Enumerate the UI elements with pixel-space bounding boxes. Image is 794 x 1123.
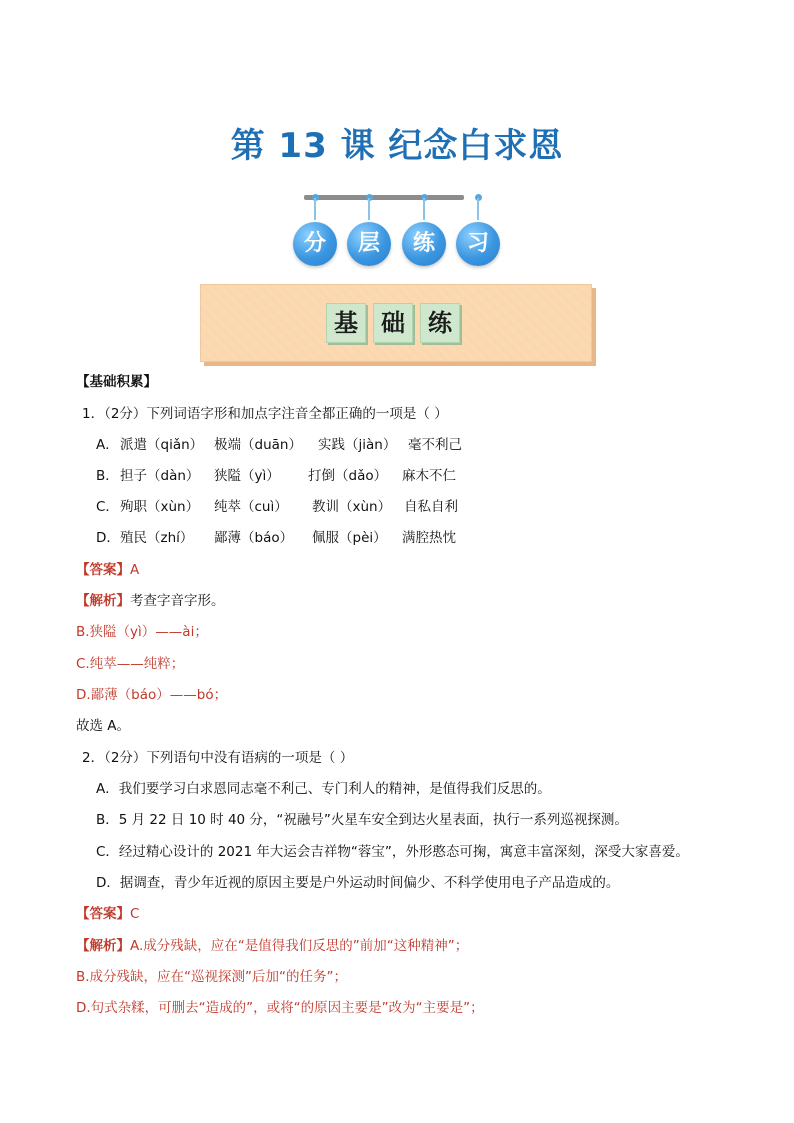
q2-option-c: C．经过精心设计的 2021 年大运会吉祥物“蓉宝”，外形憨态可掬，寓意丰富深刻，深受大家喜爱。	[96, 844, 689, 860]
banner-tile: 础	[373, 303, 413, 343]
q1-analysis	[76, 592, 794, 610]
bubble-char: 分	[293, 222, 337, 266]
option-item: 极端（duān）	[214, 437, 302, 453]
option-item: 自私自利	[404, 499, 458, 515]
bubble-char: 练	[402, 222, 446, 266]
q2-answer	[76, 905, 794, 923]
option-item: 佩服（pèi）	[312, 530, 387, 546]
option-item: 满腔热忱	[402, 530, 456, 546]
string	[423, 198, 425, 220]
option-item: 担子（dàn）	[120, 468, 200, 484]
option-item: 打倒（dǎo）	[308, 468, 388, 484]
string	[314, 198, 316, 220]
q1-answer	[76, 561, 794, 579]
string	[477, 198, 479, 220]
option-item: 麻木不仁	[402, 468, 456, 484]
analysis-text: 考查字音字形。	[130, 593, 225, 609]
banner-tile: 练	[420, 303, 460, 343]
section-label: 【基础积累】	[76, 374, 157, 390]
q2-option-a: A．我们要学习白求恩同志毫不利己、专门利人的精神，是值得我们反思的。	[96, 781, 551, 797]
q1-note: B.狭隘（yì）——ài；	[76, 624, 208, 640]
bubble-char: 层	[347, 222, 391, 266]
option-letter: A．	[96, 437, 119, 453]
option-letter: B．	[96, 468, 119, 484]
question-2-stem: 2．（2分）下列语句中没有语病的一项是（ ）	[82, 750, 354, 766]
analysis-label: 【解析】	[76, 593, 130, 609]
q2-note: D.句式杂糅，可删去“造成的”，或将“的原因主要是”改为“主要是”；	[76, 1000, 484, 1016]
answer-value: C	[130, 906, 140, 922]
option-item: 狭隘（yì）	[214, 468, 280, 484]
analysis-text: A.成分残缺，应在“是值得我们反思的”前加“这种精神”；	[130, 938, 469, 954]
answer-label: 【答案】	[76, 562, 130, 578]
question-1-stem: 1．（2分）下列词语字形和加点字注音全都正确的一项是（ ）	[82, 406, 448, 422]
option-letter: D．	[96, 530, 120, 546]
q2-analysis	[76, 937, 794, 955]
option-item: 殖民（zhí）	[120, 530, 194, 546]
option-item: 鄙薄（báo）	[214, 530, 294, 546]
q1-note: D.鄙薄（báo）——bó；	[76, 687, 228, 703]
hanging-rod	[304, 195, 464, 200]
option-item: 实践（jiàn）	[318, 437, 397, 453]
banner-tile: 基	[326, 303, 366, 343]
answer-value: A	[130, 562, 140, 578]
q1-note: C.纯萃——纯粹；	[76, 656, 185, 672]
option-item: 教训（xùn）	[312, 499, 392, 515]
q2-note: B.成分残缺，应在“巡视探测”后加“的任务”；	[76, 969, 348, 985]
option-item: 毫不利己	[408, 437, 462, 453]
q2-option-b: B．5 月 22 日 10 时 40 分，“祝融号”火星车安全到达火星表面，执行一系列巡视探测。	[96, 812, 628, 828]
string	[368, 198, 370, 220]
analysis-label: 【解析】	[76, 938, 130, 954]
page-title: 第 13 课 纪念白求恩	[230, 126, 564, 166]
q1-conclusion: 故选 A。	[76, 718, 131, 734]
q2-option-d: D．据调查，青少年近视的原因主要是户外运动时间偏少、不科学使用电子产品造成的。	[96, 875, 620, 891]
answer-label: 【答案】	[76, 906, 130, 922]
option-item: 纯萃（cuì）	[214, 499, 288, 515]
option-item: 派遣（qiǎn）	[120, 437, 204, 453]
bubble-char: 习	[456, 222, 500, 266]
option-item: 殉职（xùn）	[120, 499, 200, 515]
option-letter: C．	[96, 499, 119, 515]
